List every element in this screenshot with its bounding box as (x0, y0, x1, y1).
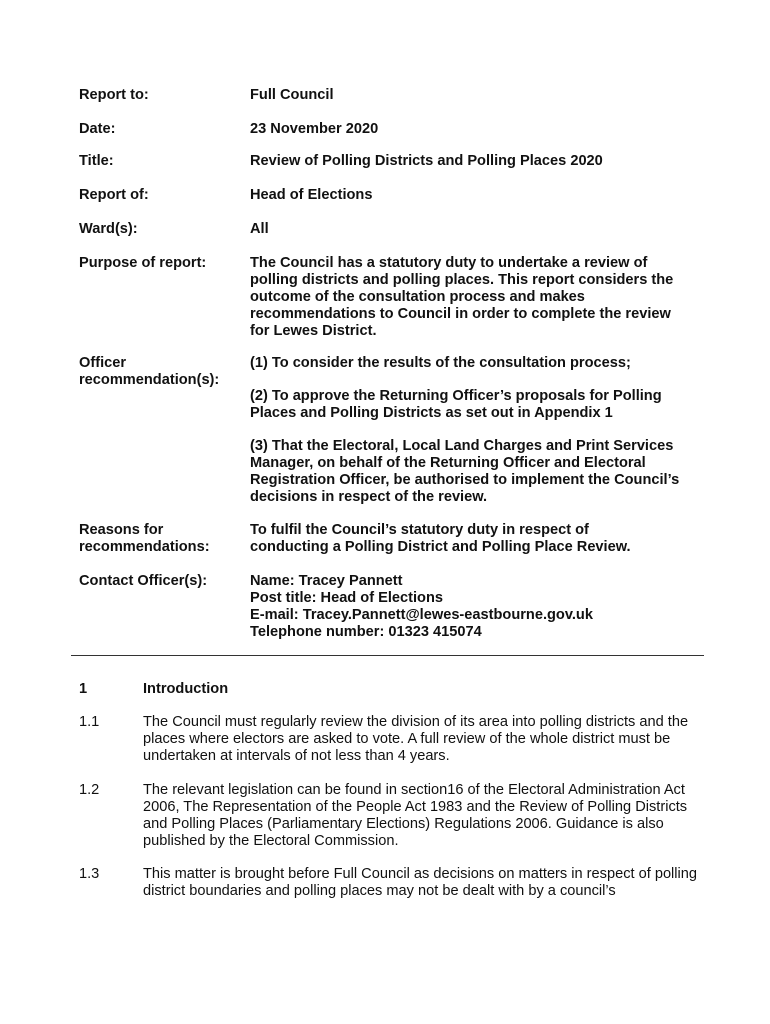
contact-name: Name: Tracey Pannett (250, 573, 403, 589)
recommendation-3: (3) That the Electoral, Local Land Charges and Print Services Manager, on behalf of the Returning Officer and Electoral Registration Officer, be authorised to implement the Council’s decisions in respect of the review. (250, 438, 680, 505)
officer-recommendations-label-line-1: Officer (79, 355, 127, 371)
officer-recommendations-label-line-2: recommendation(s): (79, 372, 220, 388)
reasons-label-line-1: Reasons for (79, 522, 164, 538)
recommendation-2: (2) To approve the Returning Officer’s proposals for Polling Places and Polling Districts as set out in Appendix 1 (250, 388, 662, 421)
reasons-label-line-2: recommendations: (79, 539, 210, 555)
purpose-label: Purpose of report: (79, 255, 207, 271)
paragraph-1-2-number: 1.2 (79, 782, 100, 798)
contact-email: E-mail: Tracey.Pannett@lewes-eastbourne.gov.uk (250, 607, 593, 623)
reasons-value: To fulfil the Council’s statutory duty in respect of conducting a Polling District and Polling Place Review. (250, 522, 631, 555)
report-of-label: Report of: (79, 187, 149, 203)
wards-value: All (250, 221, 269, 237)
reasons-label (79, 522, 244, 556)
title-label: Title: (79, 153, 114, 169)
paragraph-1-1-text: The Council must regularly review the division of its area into polling districts and the places where electors are asked to vote. A full review of the whole district must be undertaken at intervals of not less than 4 years. (143, 714, 689, 764)
contact-value (250, 573, 700, 641)
officer-recommendations-label (79, 355, 244, 389)
contact-post-title: Post title: Head of Elections (250, 590, 443, 606)
report-to-label: Report to: (79, 87, 149, 103)
report-to-value: Full Council (250, 87, 334, 103)
paragraph-1-2-text: The relevant legislation can be found in section16 of the Electoral Administration Act 2006, The Representation of the People Act 1983 and the Review of Polling Districts and Polling Places (Parliamentary Elections) Regulations 2006. Guidance is also published by the Electoral Commission. (143, 782, 688, 849)
paragraph-1-3-number: 1.3 (79, 866, 100, 882)
report-of-value: Head of Elections (250, 187, 373, 203)
section-1-title: Introduction (143, 681, 229, 697)
officer-recommendations-value (250, 355, 695, 506)
section-divider (71, 655, 704, 656)
paragraph-1-1-number: 1.1 (79, 714, 100, 730)
recommendation-1: (1) To consider the results of the consultation process; (250, 355, 631, 371)
wards-label: Ward(s): (79, 221, 138, 237)
title-value: Review of Polling Districts and Polling Places 2020 (250, 153, 603, 169)
date-label: Date: (79, 121, 116, 137)
contact-label: Contact Officer(s): (79, 573, 208, 589)
date-value: 23 November 2020 (250, 121, 379, 137)
purpose-value: The Council has a statutory duty to undertake a review of polling districts and polling places. This report considers the outcome of the consultation process and makes recommendations to Council in order to complete the review for Lewes District. (250, 255, 674, 339)
contact-phone: Telephone number: 01323 415074 (250, 624, 482, 640)
section-1-number: 1 (79, 681, 88, 697)
paragraph-1-3-text: This matter is brought before Full Council as decisions on matters in respect of polling district boundaries and polling places may not be dealt with by a council’s (143, 866, 698, 899)
